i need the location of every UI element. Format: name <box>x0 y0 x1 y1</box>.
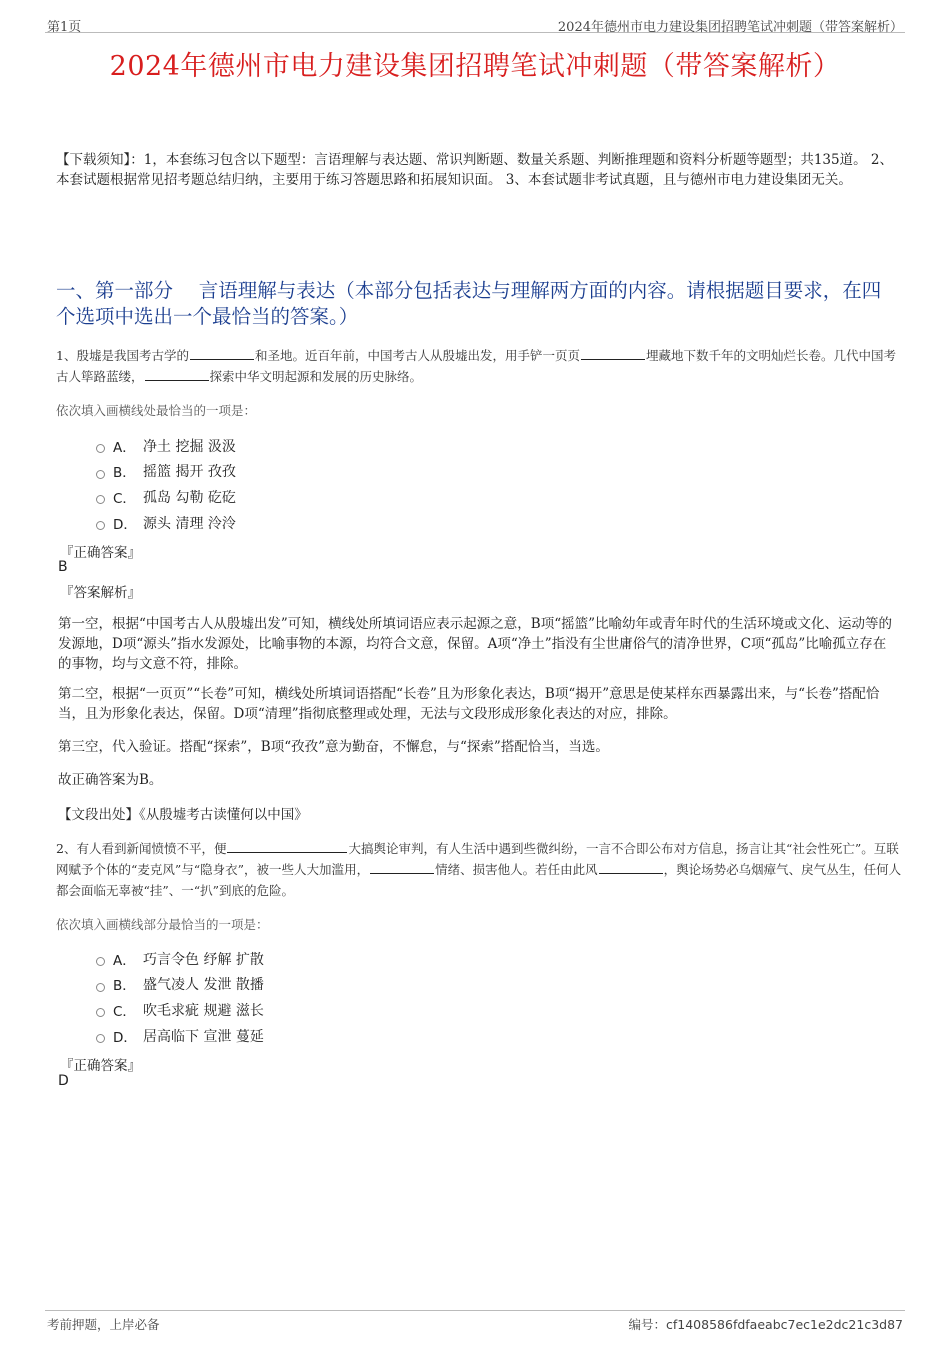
question-2-options <box>96 946 264 1048</box>
radio-icon[interactable] <box>96 1034 105 1043</box>
page-header <box>45 14 905 33</box>
question-1-instruction: 依次填入画横线处最恰当的一项是： <box>56 403 257 418</box>
section-title: 一、第一部分 言语理解与表达（本部分包括表达与理解两方面的内容。请根据题目要求，在四个选项中选出一个最恰当的答案。） <box>56 279 882 328</box>
radio-icon[interactable] <box>96 521 105 530</box>
page-footer <box>45 1310 905 1332</box>
passage-source: 【文段出处】《从殷墟考古读懂何以中国》 <box>58 807 308 823</box>
option-c[interactable]: C． 吹毛求疵 规避 滋长 <box>96 997 264 1023</box>
analysis-label: 『答案解析』 <box>60 585 141 601</box>
option-d[interactable]: D． 居高临下 宣泄 蔓延 <box>96 1023 264 1049</box>
radio-icon[interactable] <box>96 1008 105 1017</box>
answer-label: 『正确答案』 <box>60 1058 141 1074</box>
analysis-paragraph: 第一空，根据“中国考古人从殷墟出发”可知，横线处所填词语应表示起源之意，B项“摇篮”比喻幼年或青年时代的生活环境或文化、运动等的发源地，D项“源头”指水发源处，比喻事物的本源，均符合文意，保留。A项“净土”指没有尘世庸俗气的清净世界，C项“孤岛”比喻孤立存在的事物，均与文意不符，排除。 <box>58 616 893 672</box>
option-b[interactable]: B． 摇篮 揭开 孜孜 <box>96 459 236 485</box>
radio-icon[interactable] <box>96 444 105 453</box>
option-d[interactable]: D． 源头 清理 泠泠 <box>96 510 236 536</box>
option-c[interactable]: C． 孤岛 勾勒 矻矻 <box>96 484 236 510</box>
blank-line <box>227 839 347 853</box>
answer-value: D <box>58 1073 69 1089</box>
blank-line <box>599 860 663 874</box>
page-title: 2024年德州市电力建设集团招聘笔试冲刺题（带答案解析） <box>109 51 841 82</box>
header-doc-title: 2024年德州市电力建设集团招聘笔试冲刺题（带答案解析） <box>557 20 903 35</box>
question-2-instruction: 依次填入画横线部分最恰当的一项是： <box>56 917 269 932</box>
analysis-paragraph: 第三空，代入验证。搭配“探索”，B项“孜孜”意为勤奋，不懈怠，与“探索”搭配恰当，当选。 <box>58 739 609 755</box>
radio-icon[interactable] <box>96 470 105 479</box>
option-a[interactable]: A． 巧言令色 纾解 扩散 <box>96 946 264 972</box>
download-notice: 【下载须知】：1，本套练习包含以下题型：言语理解与表达题、常识判断题、数量关系题、判断推理题和资料分析题等题型；共135道。 2、本套试题根据常见招考题总结归纳，主要用于练习答题思路和拓展知识面。 3、本套试题非考试真题，且与德州市电力建设集团无关。 <box>56 152 893 188</box>
document-code: 编号：cf1408586fdfaeabc7ec1e2dc21c3d87 <box>628 1317 903 1332</box>
question-1-text: 1、殷墟是我国考古学的 和圣地。近百年前，中国考古人从殷墟出发，用手铲一页页 埋藏地下数千年的文明灿烂长卷。几代中国考古人筚路蓝缕， 探索中华文明起源和发展的历史脉络。 <box>56 348 896 384</box>
question-1-options <box>96 433 236 535</box>
blank-line <box>370 860 434 874</box>
question-2-text: 2、有人看到新闻愤愤不平，便 大搞舆论审判，有人生活中遇到些微纠纷，一言不合即公布对方信息，扬言让其“社会性死亡”。互联网赋予个体的“麦克风”与“隐身衣”，被一些人大加滥用， 情绪、损害他人。若任由此风 ，舆论场势必乌烟瘴气、戾气丛生，任何人都会面临无辜被“挂”、一“扒”到底的危险。 <box>56 841 902 898</box>
radio-icon[interactable] <box>96 983 105 992</box>
analysis-paragraph: 第二空，根据“一页页”“长卷”可知，横线处所填词语搭配“长卷”且为形象化表达，B项“揭开”意思是使某样东西暴露出来，与“长卷”搭配恰当，且为形象化表达，保留。D项“清理”指彻底整理或处理，无法与文段形成形象化表达的对应，排除。 <box>58 686 880 722</box>
blank-line <box>145 367 209 381</box>
radio-icon[interactable] <box>96 495 105 504</box>
answer-label: 『正确答案』 <box>60 545 141 561</box>
footer-slogan: 考前押题，上岸必备 <box>47 1317 160 1332</box>
page-number: 第1页 <box>47 20 82 35</box>
answer-value: B <box>58 559 68 575</box>
option-a[interactable]: A． 净土 挖掘 汲汲 <box>96 433 236 459</box>
analysis-conclusion: 故正确答案为B。 <box>58 772 163 788</box>
blank-line <box>190 346 254 360</box>
blank-line <box>581 346 645 360</box>
radio-icon[interactable] <box>96 957 105 966</box>
option-b[interactable]: B． 盛气凌人 发泄 散播 <box>96 972 264 998</box>
